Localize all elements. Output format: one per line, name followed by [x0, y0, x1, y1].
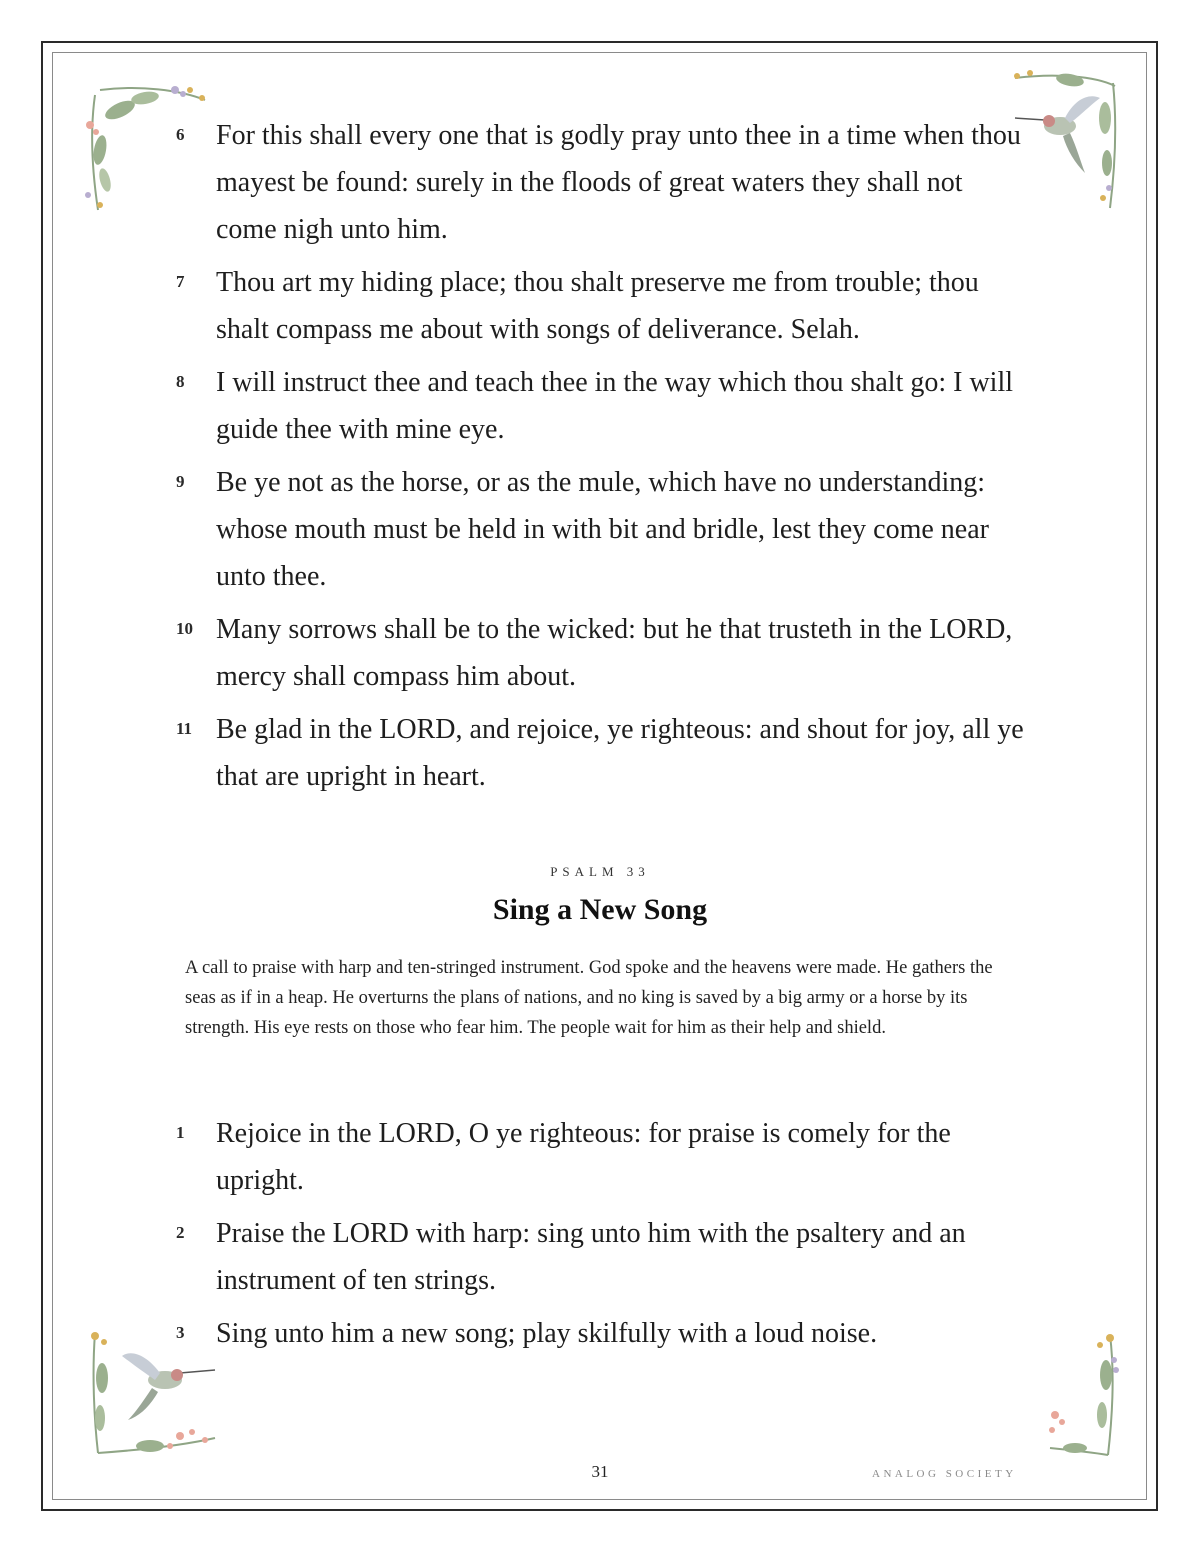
- verse-number: 2: [176, 1223, 185, 1242]
- verse-text: For this shall every one that is godly pray unto thee in a time when thou mayest be found: surely in the floods of great waters they shall not come nigh unto him.: [216, 120, 1021, 245]
- verse-number: 7: [176, 272, 185, 291]
- page-number: 31: [591, 1462, 609, 1481]
- psalm-title: Sing a New Song: [492, 893, 708, 926]
- psalm-summary: A call to praise with harp and ten-stringed instrument. God spoke and the heavens were made. He gathers the seas as if in a heap. He overturns the plans of nations, and no king is saved by a big army or a horse by its strength. His eye rests on those who fear him. The people wait for him as their help and shield.: [185, 958, 993, 1038]
- verse-text: Many sorrows shall be to the wicked: but he that trusteth in the LORD, mercy shall compass him about.: [216, 614, 1013, 692]
- verse-item: [0, 1110, 1200, 1204]
- verse-number: 8: [176, 372, 185, 391]
- verse-number: 11: [176, 719, 193, 738]
- verse-item: [0, 112, 1200, 253]
- verse-item: [0, 259, 1200, 353]
- verse-item: [0, 1210, 1200, 1304]
- verse-text: Rejoice in the LORD, O ye righteous: for praise is comely for the upright.: [216, 1118, 951, 1196]
- verse-item: [0, 459, 1200, 600]
- verse-text: Praise the LORD with harp: sing unto him with the psaltery and an instrument of ten strings.: [216, 1218, 966, 1296]
- verse-text: Sing unto him a new song; play skilfully with a loud noise.: [216, 1318, 878, 1349]
- verse-number: 6: [176, 125, 185, 144]
- verse-item: [0, 359, 1200, 453]
- verse-number: 10: [176, 619, 193, 638]
- verse-number: 9: [176, 472, 185, 491]
- verse-text: Be glad in the LORD, and rejoice, ye righteous: and shout for joy, all ye that are upright in heart.: [216, 714, 1024, 792]
- verse-list-top: [0, 112, 1200, 806]
- verse-item: [0, 606, 1200, 700]
- verse-item: [0, 1310, 1200, 1357]
- psalm-label: PSALM 33: [550, 864, 650, 879]
- verse-number: 3: [176, 1323, 185, 1342]
- verse-list-bottom: [0, 1110, 1200, 1363]
- verse-text: Be ye not as the horse, or as the mule, which have no understanding: whose mouth must be held in with bit and bridle, lest they come near unto thee.: [216, 467, 989, 592]
- verse-item: [0, 706, 1200, 800]
- brand-footer: ANALOG SOCIETY: [872, 1468, 1017, 1480]
- verse-number: 1: [176, 1123, 185, 1142]
- verse-text: I will instruct thee and teach thee in the way which thou shalt go: I will guide thee with mine eye.: [216, 367, 1014, 445]
- verse-text: Thou art my hiding place; thou shalt preserve me from trouble; thou shalt compass me about with songs of deliverance. Selah.: [216, 267, 979, 345]
